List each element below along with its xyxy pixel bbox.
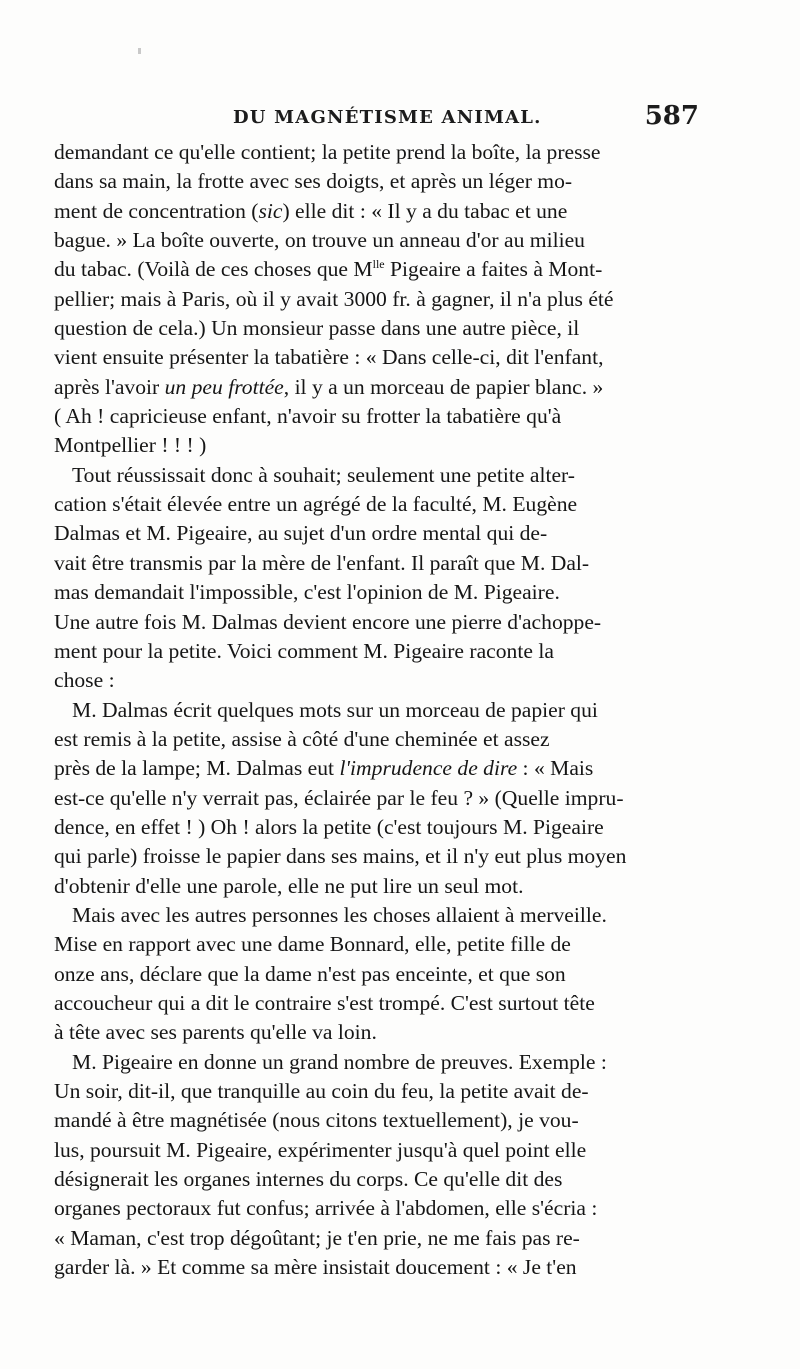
- text-line: garder là. » Et comme sa mère insistait doucement : « Je t'en: [54, 1255, 577, 1280]
- text-line: onze ans, déclare que la dame n'est pas enceinte, et que son: [54, 961, 566, 986]
- text-line: Montpellier ! ! ! ): [54, 433, 207, 458]
- page-number: 587: [644, 101, 699, 131]
- text-line: d'obtenir d'elle une parole, elle ne put lire un seul mot.: [54, 873, 524, 898]
- text-line: ment pour la petite. Voici comment M. Pigeaire raconte la: [54, 638, 554, 663]
- page-header: [233, 101, 699, 135]
- text-line: après l'avoir un peu frottée, il y a un morceau de papier blanc. »: [54, 374, 604, 399]
- text-line: bague. » La boîte ouverte, on trouve un anneau d'or au milieu: [54, 228, 585, 253]
- text-line: est remis à la petite, assise à côté d'une cheminée et assez: [54, 726, 550, 751]
- text-line: pellier; mais à Paris, où il y avait 3000 fr. à gagner, il n'a plus été: [54, 286, 614, 311]
- text-line: demandant ce qu'elle contient; la petite prend la boîte, la presse: [54, 140, 601, 164]
- text-line: M. Pigeaire en donne un grand nombre de preuves. Exemple :: [72, 1049, 607, 1074]
- text-line: à tête avec ses parents qu'elle va loin.: [54, 1020, 377, 1045]
- text-line: Dalmas et M. Pigeaire, au sujet d'un ordre mental qui de-: [54, 521, 548, 546]
- text-line: question de cela.) Un monsieur passe dans une autre pièce, il: [54, 316, 580, 341]
- text-line: dans sa main, la frotte avec ses doigts, et après un léger mo-: [54, 169, 573, 194]
- scan-speck: [138, 48, 141, 54]
- text-line: vait être transmis par la mère de l'enfant. Il paraît que M. Dal-: [54, 550, 590, 575]
- text-line: désignerait les organes internes du corps. Ce qu'elle dit des: [54, 1167, 563, 1192]
- text-line: Tout réussissait donc à souhait; seulement une petite alter-: [72, 462, 575, 487]
- text-line: cation s'était élevée entre un agrégé de la faculté, M. Eugène: [54, 492, 578, 517]
- text-line: Mais avec les autres personnes les choses allaient à merveille.: [72, 902, 607, 927]
- text-line: qui parle) froisse le papier dans ses mains, et il n'y eut plus moyen: [54, 844, 627, 869]
- text-line: organes pectoraux fut confus; arrivée à l'abdomen, elle s'écria :: [54, 1196, 598, 1221]
- text-line: est-ce qu'elle n'y verrait pas, éclairée par le feu ? » (Quelle impru-: [54, 785, 624, 810]
- text-line: dence, en effet ! ) Oh ! alors la petite (c'est toujours M. Pigeaire: [54, 814, 604, 839]
- text-line: près de la lampe; M. Dalmas eut l'imprudence de dire : « Mais: [54, 756, 594, 781]
- text-line: ment de concentration (sic) elle dit : « Il y a du tabac et une: [54, 198, 568, 223]
- text-line: Un soir, dit-il, que tranquille au coin du feu, la petite avait de-: [54, 1079, 589, 1103]
- running-title: DU MAGNÉTISME ANIMAL.: [233, 107, 542, 128]
- text-line: mas demandait l'impossible, c'est l'opinion de M. Pigeaire.: [54, 580, 560, 605]
- text-line: du tabac. (Voilà de ces choses que $M^{lle}$ Pigeaire a faites à Mont-: [54, 257, 603, 282]
- text-line: lus, poursuit M. Pigeaire, expérimenter jusqu'à quel point elle: [54, 1137, 587, 1162]
- text-line: chose :: [54, 668, 115, 693]
- text-line: M. Dalmas écrit quelques mots sur un morceau de papier qui: [72, 697, 598, 722]
- body-text: [54, 138, 699, 1282]
- text-line: Mise en rapport avec une dame Bonnard, elle, petite fille de: [54, 932, 571, 957]
- text-line: ( Ah ! capricieuse enfant, n'avoir su frotter la tabatière qu'à: [54, 404, 562, 429]
- text-line: mandé à être magnétisée (nous citons textuellement), je vou-: [54, 1108, 579, 1133]
- text-line: accoucheur qui a dit le contraire s'est trompé. C'est surtout tête: [54, 990, 595, 1015]
- text-line: Une autre fois M. Dalmas devient encore une pierre d'achoppe-: [54, 609, 602, 634]
- text-line: « Maman, c'est trop dégoûtant; je t'en prie, ne me fais pas re-: [54, 1225, 580, 1250]
- text-line: vient ensuite présenter la tabatière : « Dans celle-ci, dit l'enfant,: [54, 345, 604, 370]
